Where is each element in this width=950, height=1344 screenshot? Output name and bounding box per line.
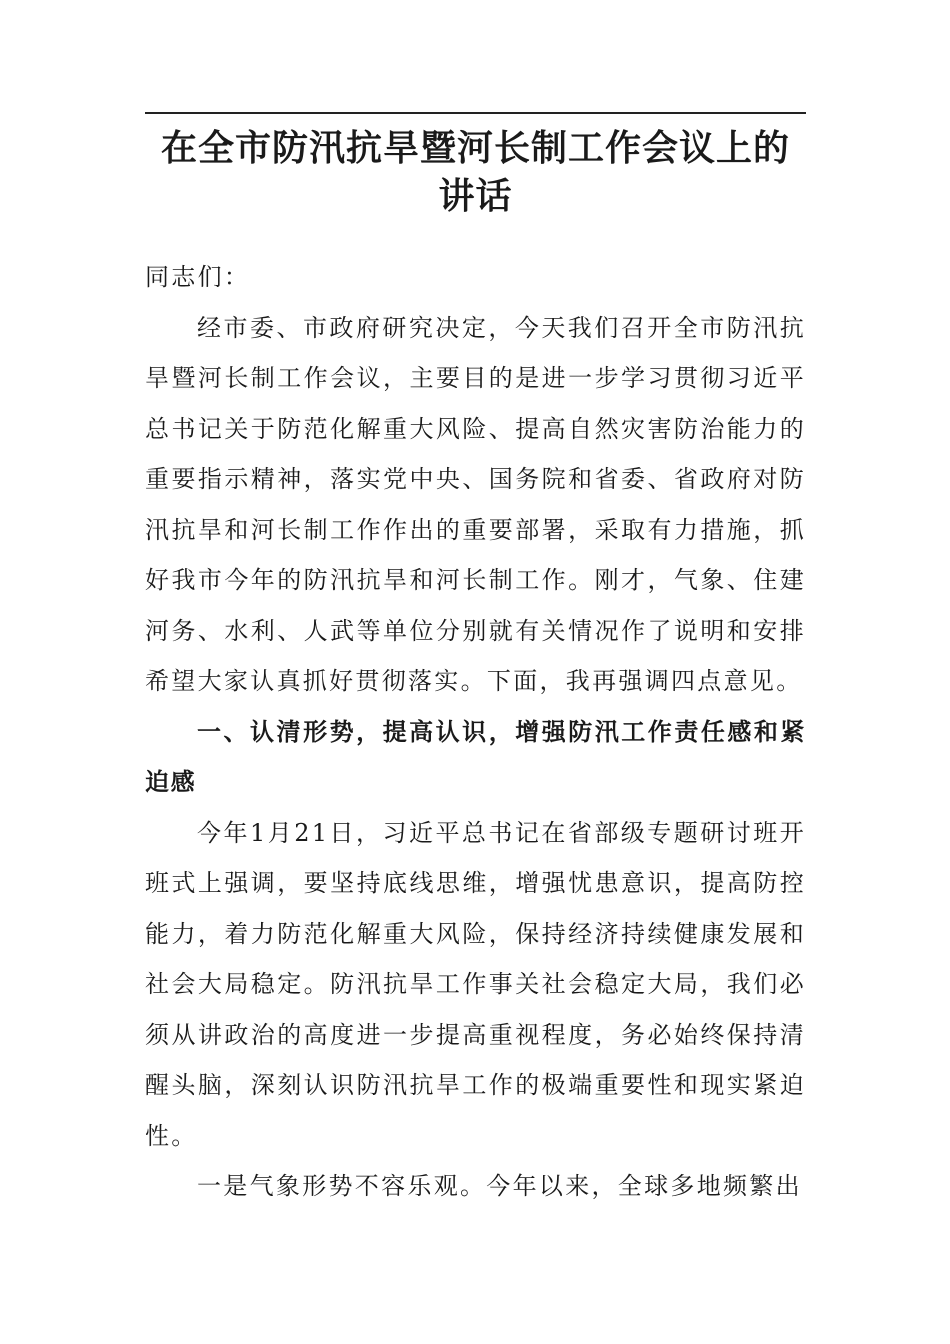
section-paragraph-2: 一是气象形势不容乐观。今年以来，全球多地频繁出 [197,1172,802,1200]
section-heading: 一、认清形势，提高认识，增强防汛工作责任感和紧迫感 [145,717,806,796]
document-body [145,252,806,1212]
document-title: 在全市防汛抗旱暨河长制工作会议上的讲话 [160,127,790,217]
header-rule [145,112,806,114]
opening-paragraph: 经市委、市政府研究决定，今天我们召开全市防汛抗旱暨河长制工作会议，主要目的是进一步学习贯彻习近平总书记关于防范化解重大风险、提高自然灾害防治能力的重要指示精神，落实党中央、国务院和省委、省政府对防汛抗旱和河长制工作作出的重要部署，采取有力措施，抓好我市今年的防汛抗旱和河长制工作。刚才，气象、住建河务、水利、人武等单位分别就有关情况作了说明和安排希望大家认真抓好贯彻落实。下面，我再强调四点意见。 [145,313,806,695]
section-paragraph-1: 今年1月21日，习近平总书记在省部级专题研讨班开班式上强调，要坚持底线思维，增强忧患意识，提高防控能力，着力防范化解重大风险，保持经济持续健康发展和社会大局稳定。防汛抗旱工作事关社会稳定大局，我们必须从讲政治的高度进一步提高重视程度，务必始终保持清醒头脑，深刻认识防汛抗旱工作的极端重要性和现实紧迫性。 [145,818,806,1150]
salutation: 同志们： [145,263,251,291]
